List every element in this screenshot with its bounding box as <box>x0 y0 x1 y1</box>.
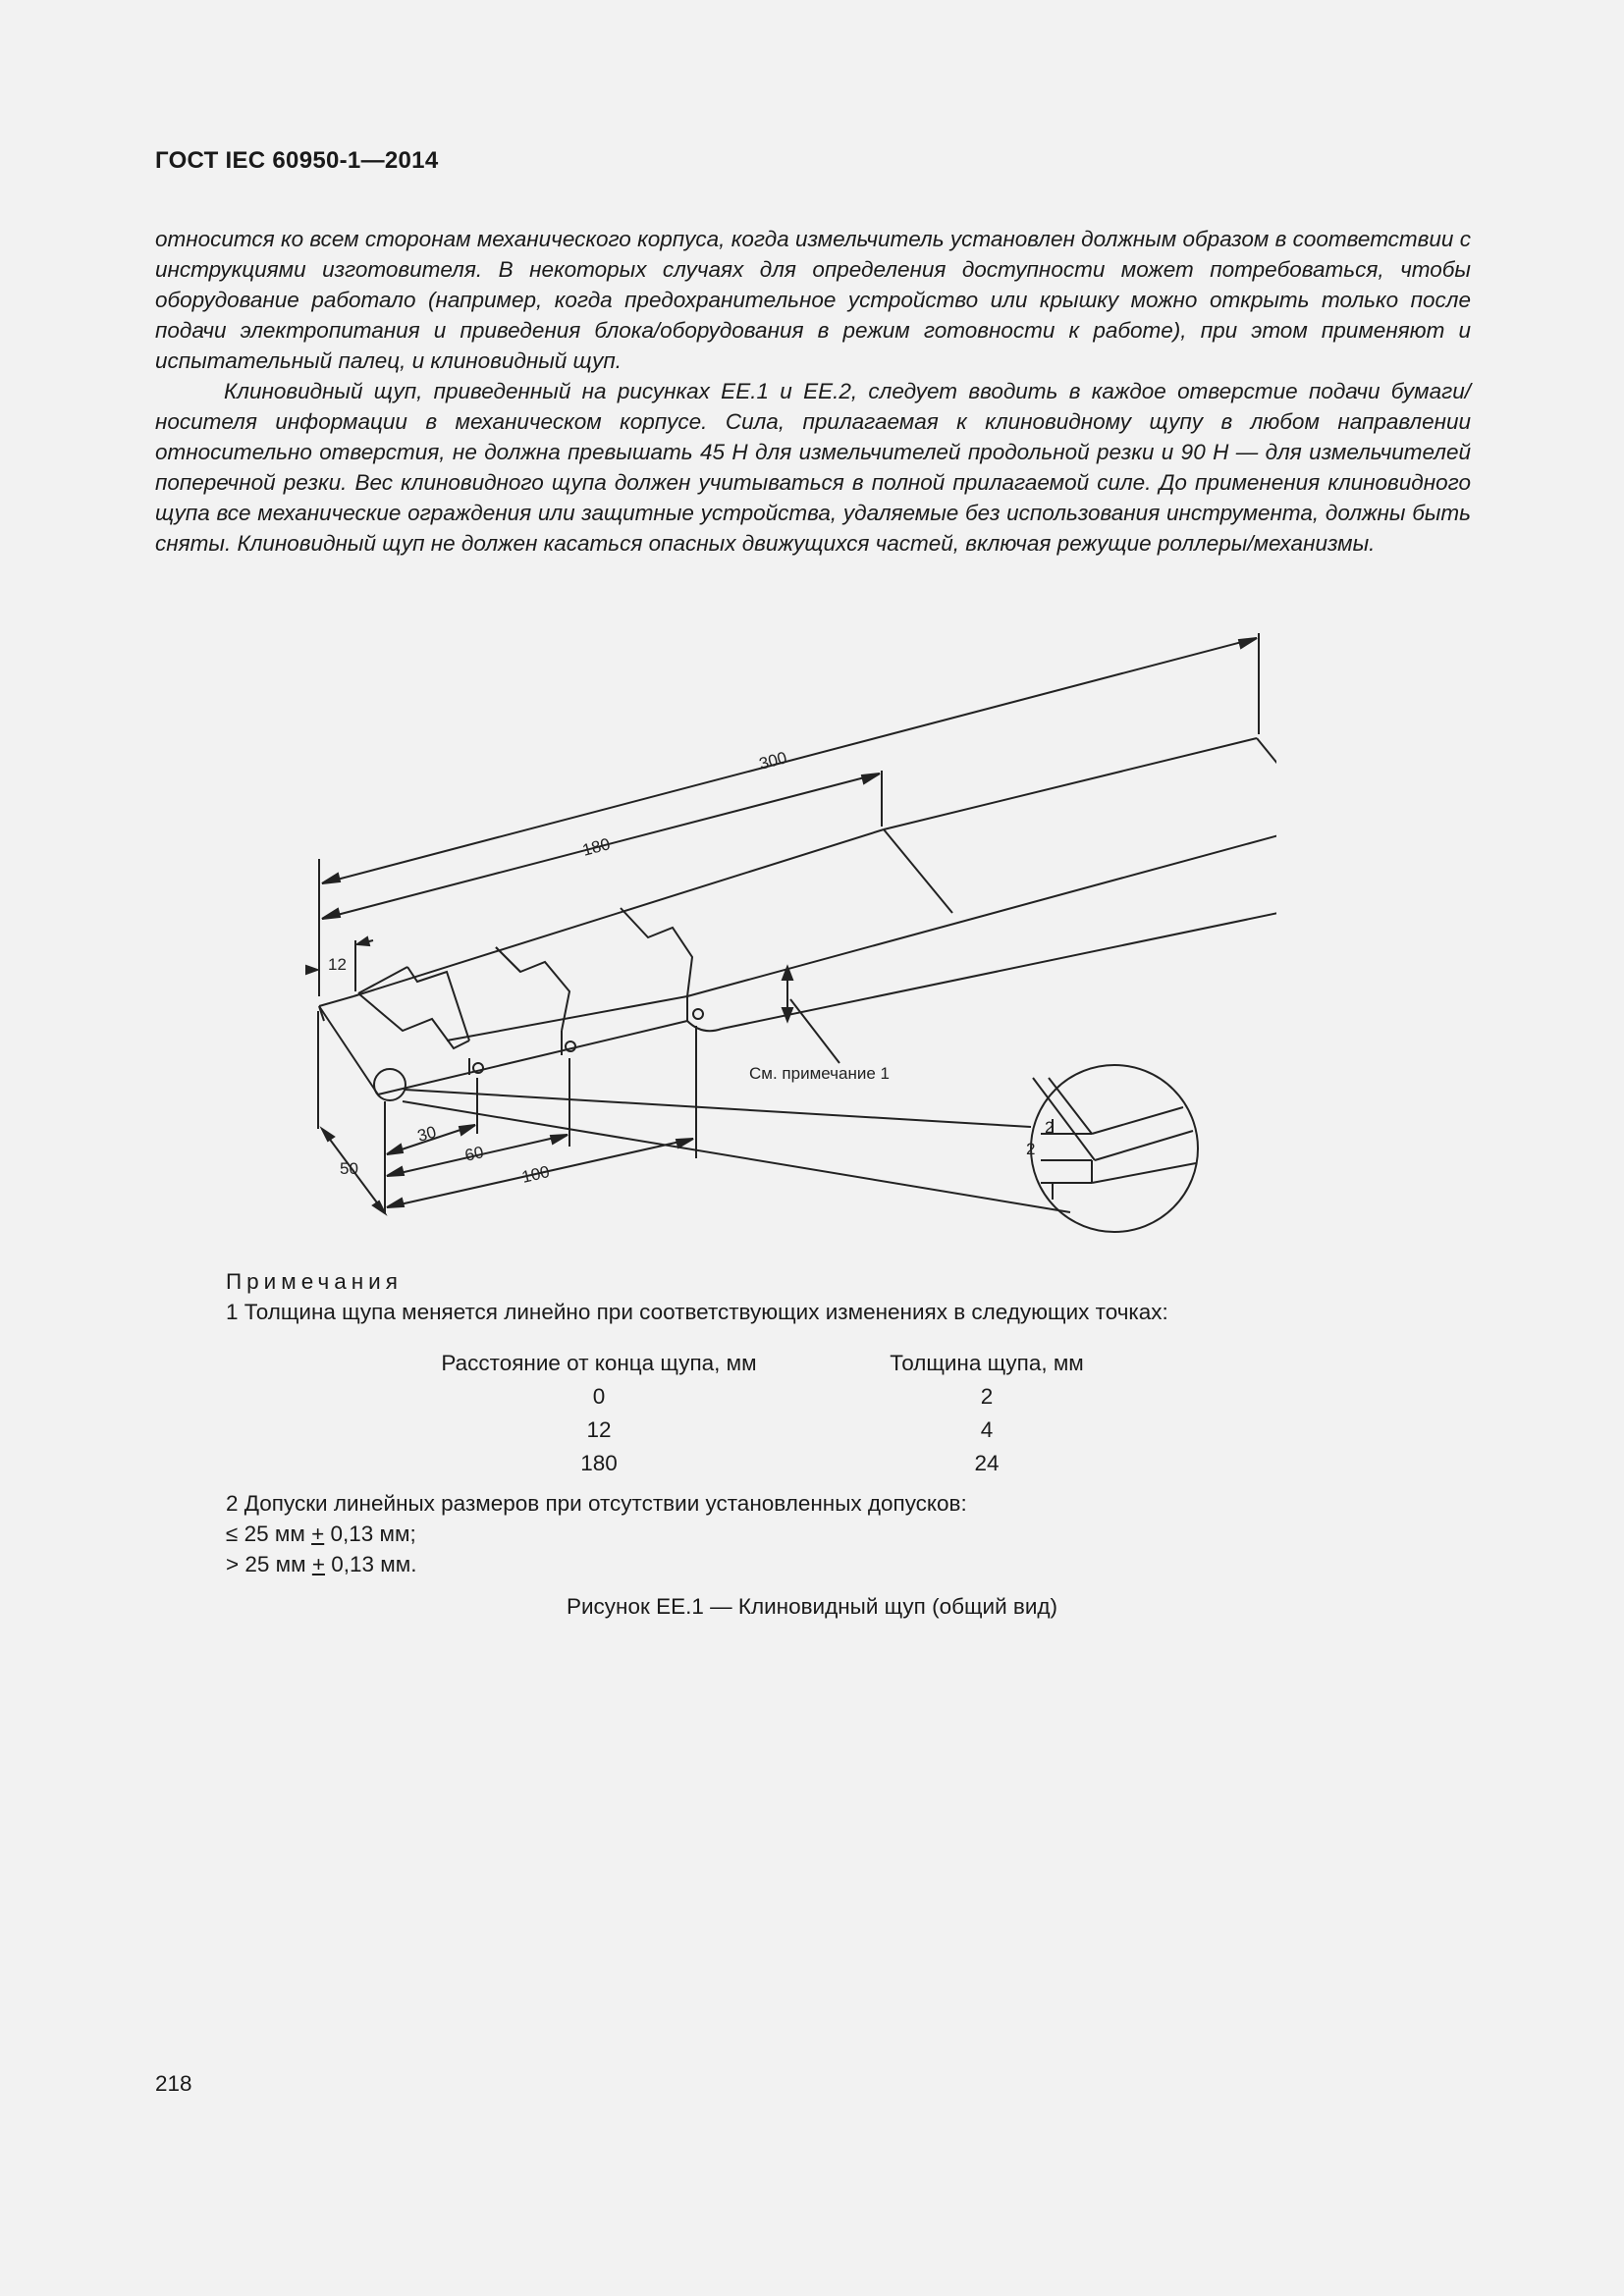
tolerance-line-1 <box>226 1519 1306 1549</box>
table-cell: 4 <box>980 1417 994 1442</box>
tolerance-2-range: > 25 мм <box>226 1552 312 1576</box>
page-number: 218 <box>155 2071 192 2096</box>
paragraph-2: Клиновидный щуп, приведенный на рисунках ЕЕ.1 и ЕЕ.2, следует вводить в каждое отверстие подачи бумаги/носителя информации в механическом корпусе. Сила, прилагаемая к клиновидному щупу в любом направлении относительно отверстия, не должна превышать 45 Н для измельчителей продольной резки и 90 Н — для измельчителей поперечной резки. Вес клиновидного щупа должен учитываться в полной прилагаемой силе. До применения клиновидного щупа все механические ограждения или защитные устройства, удаляемые без использования инструмента, должны быть сняты. Клиновидный щуп не должен касаться опасных движущихся частей, включая режущие роллеры/механизмы. <box>155 379 1471 556</box>
notes-section <box>226 1266 1306 1579</box>
notes-title: Примечания <box>226 1269 403 1294</box>
tolerance-1-value: 0,13 мм; <box>324 1522 416 1546</box>
note-reference-label: См. примечание 1 <box>749 1064 890 1083</box>
table-cell: 24 <box>974 1451 1000 1475</box>
wedge-probe-drawing <box>295 618 1276 1247</box>
note-2: 2 Допуски линейных размеров при отсутствии установленных допусков: <box>226 1491 967 1516</box>
dim-12-label: 12 <box>328 955 347 974</box>
plus-minus-sign: + <box>311 1522 325 1546</box>
dim-2a-label: 2 <box>1045 1118 1055 1137</box>
tolerance-2-value: 0,13 мм. <box>325 1552 417 1576</box>
dim-60-label: 60 <box>462 1143 486 1165</box>
probe-body <box>319 738 1276 1095</box>
table-row <box>417 1414 1193 1447</box>
dim-30-label: 30 <box>415 1122 439 1146</box>
document-header: ГОСТ IEC 60950-1—2014 <box>155 147 439 174</box>
detail-circle <box>374 1065 1198 1232</box>
table-cell: 0 <box>592 1384 606 1409</box>
dim-50-label: 50 <box>340 1159 358 1178</box>
table-header-distance: Расстояние от конца щупа, мм <box>441 1351 757 1375</box>
table-cell: 180 <box>580 1451 618 1475</box>
table-row <box>417 1380 1193 1414</box>
dim-2b-label: 2 <box>1026 1140 1036 1158</box>
body-text <box>155 224 1471 559</box>
dim-100-label: 100 <box>519 1162 552 1187</box>
table-header-row <box>417 1347 1193 1380</box>
wedge-probe-figure <box>295 618 1276 1247</box>
plus-minus-sign: + <box>311 1552 325 1576</box>
tolerance-line-2 <box>226 1549 1306 1579</box>
tolerance-1-range: ≤ 25 мм <box>226 1522 312 1546</box>
thickness-table <box>417 1347 1193 1480</box>
table-cell: 2 <box>980 1384 994 1409</box>
table-header-thickness: Толщина щупа, мм <box>890 1351 1084 1375</box>
dim-180-label: 180 <box>580 834 613 860</box>
dim-300-label: 300 <box>757 748 789 774</box>
table-row <box>417 1447 1193 1480</box>
paragraph-1: относится ко всем сторонам механического корпуса, когда измельчитель установлен должным образом в соответствии с инструкциями изготовителя. В некоторых случаях для определения доступности может потребоваться, чтобы оборудование работало (например, когда предохранительное устройство или крышку можно открыть только после подачи электропитания и приведения блока/оборудования в режим готовности к работе), при этом применяют и испытательный палец, и клиновидный щуп. <box>155 227 1471 373</box>
note-1: 1 Толщина щупа меняется линейно при соответствующих изменениях в следующих точках: <box>226 1300 1168 1324</box>
figure-caption: Рисунок ЕЕ.1 — Клиновидный щуп (общий вид) <box>566 1594 1058 1619</box>
table-cell: 12 <box>586 1417 612 1442</box>
